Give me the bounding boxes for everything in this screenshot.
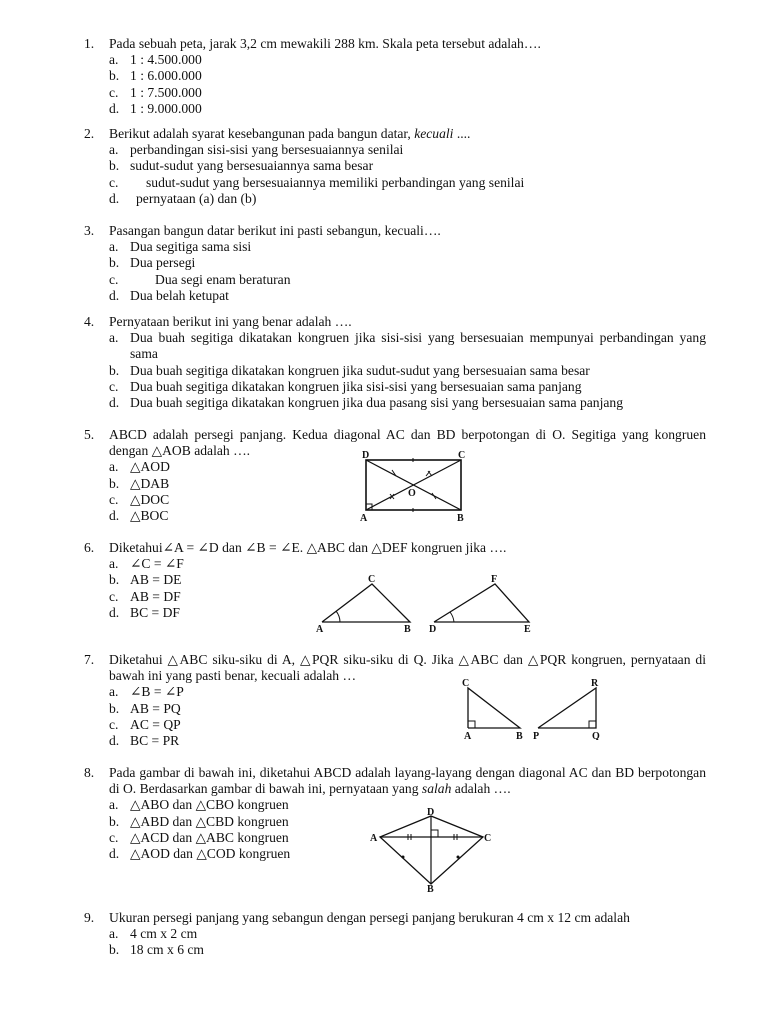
question-number: 4. — [84, 314, 95, 329]
option-a: a. perbandingan sisi-sisi yang bersesuaiannya senilai — [109, 142, 404, 158]
question-stem: ABCD adalah persegi panjang. Kedua diagonal AC dan BD berpotongan di O. Segitiga yang kongruen dengan △AOB adalah …. — [109, 427, 706, 459]
vertex-label-o: O — [408, 488, 416, 499]
question-7 — [84, 652, 706, 749]
vertex-label-c: C — [462, 678, 470, 689]
option-a: a. △ABO dan △CBO kongruen — [109, 797, 289, 813]
option-c: c. △DOC — [109, 491, 170, 507]
question-stem: Pasangan bangun datar berikut ini pasti sebangun, kecuali…. — [109, 223, 441, 238]
question-stem: Ukuran persegi panjang yang sebangun dengan persegi panjang berukuran 4 cm x 12 cm adalah — [109, 910, 630, 925]
question-stem: Pernyataan berikut ini yang benar adalah …. — [109, 314, 352, 329]
vertex-label-c: C — [484, 833, 492, 844]
vertex-label-d: D — [427, 807, 435, 818]
question-number: 3. — [84, 223, 95, 238]
option-d: d. Dua buah segitiga dikatakan kongruen jika dua pasang sisi yang bersesuaian sama panjang — [109, 395, 624, 411]
option-c: c. sudut-sudut yang bersesuaiannya memiliki perbandingan yang senilai — [109, 174, 525, 190]
question-stem: Pada gambar di bawah ini, diketahui ABCD adalah layang-layang dengan diagonal AC dan BD berpotongan di O. Berdasarkan gambar di bawah ini, pernyataan yang salah adalah …. — [109, 765, 706, 797]
vertex-label-a: A — [464, 731, 472, 740]
vertex-label-a: A — [360, 513, 368, 524]
option-b: b. △DAB — [109, 475, 170, 491]
kite-abcd-figure — [368, 806, 494, 892]
option-a: a. ∠B = ∠P — [109, 684, 184, 700]
question-4 — [84, 314, 706, 411]
vertex-label-p: P — [533, 731, 540, 740]
option-b: b. Dua persegi — [109, 255, 196, 271]
option-b: b. AB = PQ — [109, 700, 181, 716]
question-2 — [84, 126, 706, 207]
option-b: b. Dua buah segitiga dikatakan kongruen jika sudut-sudut yang bersesuaian sama besar — [109, 362, 590, 378]
option-c: c. AC = QP — [109, 716, 181, 732]
option-d: d. BC = PR — [109, 733, 180, 749]
question-number: 2. — [84, 126, 95, 141]
option-b: b. 18 cm x 6 cm — [109, 942, 204, 958]
vertex-label-q: Q — [592, 731, 600, 740]
emphasis-text: kecuali — [414, 126, 454, 141]
question-stem: Diketahui △ABC siku-siku di A, △PQR siku-siku di Q. Jika △ABC dan △PQR kongruen, pernyataan di bawah ini yang pasti benar, kecuali adalah … — [109, 652, 706, 684]
triangles-abc-def-figure — [312, 572, 544, 634]
question-number: 5. — [84, 427, 95, 442]
option-c: c. 1 : 7.500.000 — [109, 84, 202, 100]
vertex-label-a: A — [370, 833, 378, 844]
option-a: a. △AOD — [109, 459, 170, 475]
question-stem: Pada sebuah peta, jarak 3,2 cm mewakili 288 km. Skala peta tersebut adalah…. — [109, 36, 541, 51]
vertex-label-a: A — [316, 624, 324, 634]
vertex-label-b: B — [404, 624, 411, 634]
question-number: 7. — [84, 652, 95, 667]
option-a: a. ∠C = ∠F — [109, 556, 184, 572]
rectangle-abcd-figure — [356, 448, 472, 524]
option-a: a. 1 : 4.500.000 — [109, 52, 202, 68]
option-a: a. Dua buah segitiga dikatakan kongruen jika sisi-sisi yang bersesuaian mempunyai perbandingan yang sama — [109, 330, 706, 362]
vertex-label-d: D — [429, 624, 437, 634]
vertex-label-c: C — [458, 450, 466, 461]
vertex-label-b: B — [427, 884, 434, 892]
vertex-label-b: B — [457, 513, 464, 524]
question-number: 8. — [84, 765, 95, 780]
option-d: d. △BOC — [109, 508, 169, 524]
vertex-label-r: R — [591, 678, 599, 689]
option-c: c. △ACD dan △ABC kongruen — [109, 829, 289, 845]
vertex-label-e: E — [524, 624, 531, 634]
question-3 — [84, 223, 706, 304]
question-stem: Berikut adalah syarat kesebangunan pada bangun datar, kecuali .... — [109, 126, 471, 141]
question-stem: Diketahui∠A = ∠D dan ∠B = ∠E. △ABC dan △DEF kongruen jika …. — [109, 540, 507, 555]
option-a: a. 4 cm x 2 cm — [109, 926, 198, 942]
option-d: d. Dua belah ketupat — [109, 287, 229, 303]
option-d: d. 1 : 9.000.000 — [109, 100, 202, 116]
question-number: 6. — [84, 540, 95, 555]
right-triangles-abc-pqr-figure — [458, 676, 608, 740]
option-d: d. BC = DF — [109, 604, 180, 620]
option-b: b. sudut-sudut yang bersesuaiannya sama besar — [109, 158, 374, 174]
vertex-label-b: B — [516, 731, 523, 740]
question-1 — [84, 36, 706, 117]
option-c: c. Dua buah segitiga dikatakan kongruen jika sisi-sisi yang bersesuaian sama panjang — [109, 378, 582, 394]
option-c: c. AB = DF — [109, 588, 181, 604]
vertex-label-d: D — [362, 450, 370, 461]
question-number: 1. — [84, 36, 95, 51]
option-d: d. pernyataan (a) dan (b) — [109, 190, 257, 206]
emphasis-text: salah — [421, 781, 452, 797]
option-d: d. △AOD dan △COD kongruen — [109, 846, 291, 862]
option-b: b. AB = DE — [109, 572, 182, 588]
option-a: a. Dua segitiga sama sisi — [109, 239, 252, 255]
option-b: b. 1 : 6.000.000 — [109, 68, 202, 84]
option-c: c. Dua segi enam beraturan — [109, 271, 291, 287]
vertex-label-c: C — [368, 574, 376, 585]
option-b: b. △ABD dan △CBD kongruen — [109, 813, 289, 829]
question-number: 9. — [84, 910, 95, 925]
vertex-label-f: F — [491, 574, 498, 585]
question-9 — [84, 910, 706, 959]
